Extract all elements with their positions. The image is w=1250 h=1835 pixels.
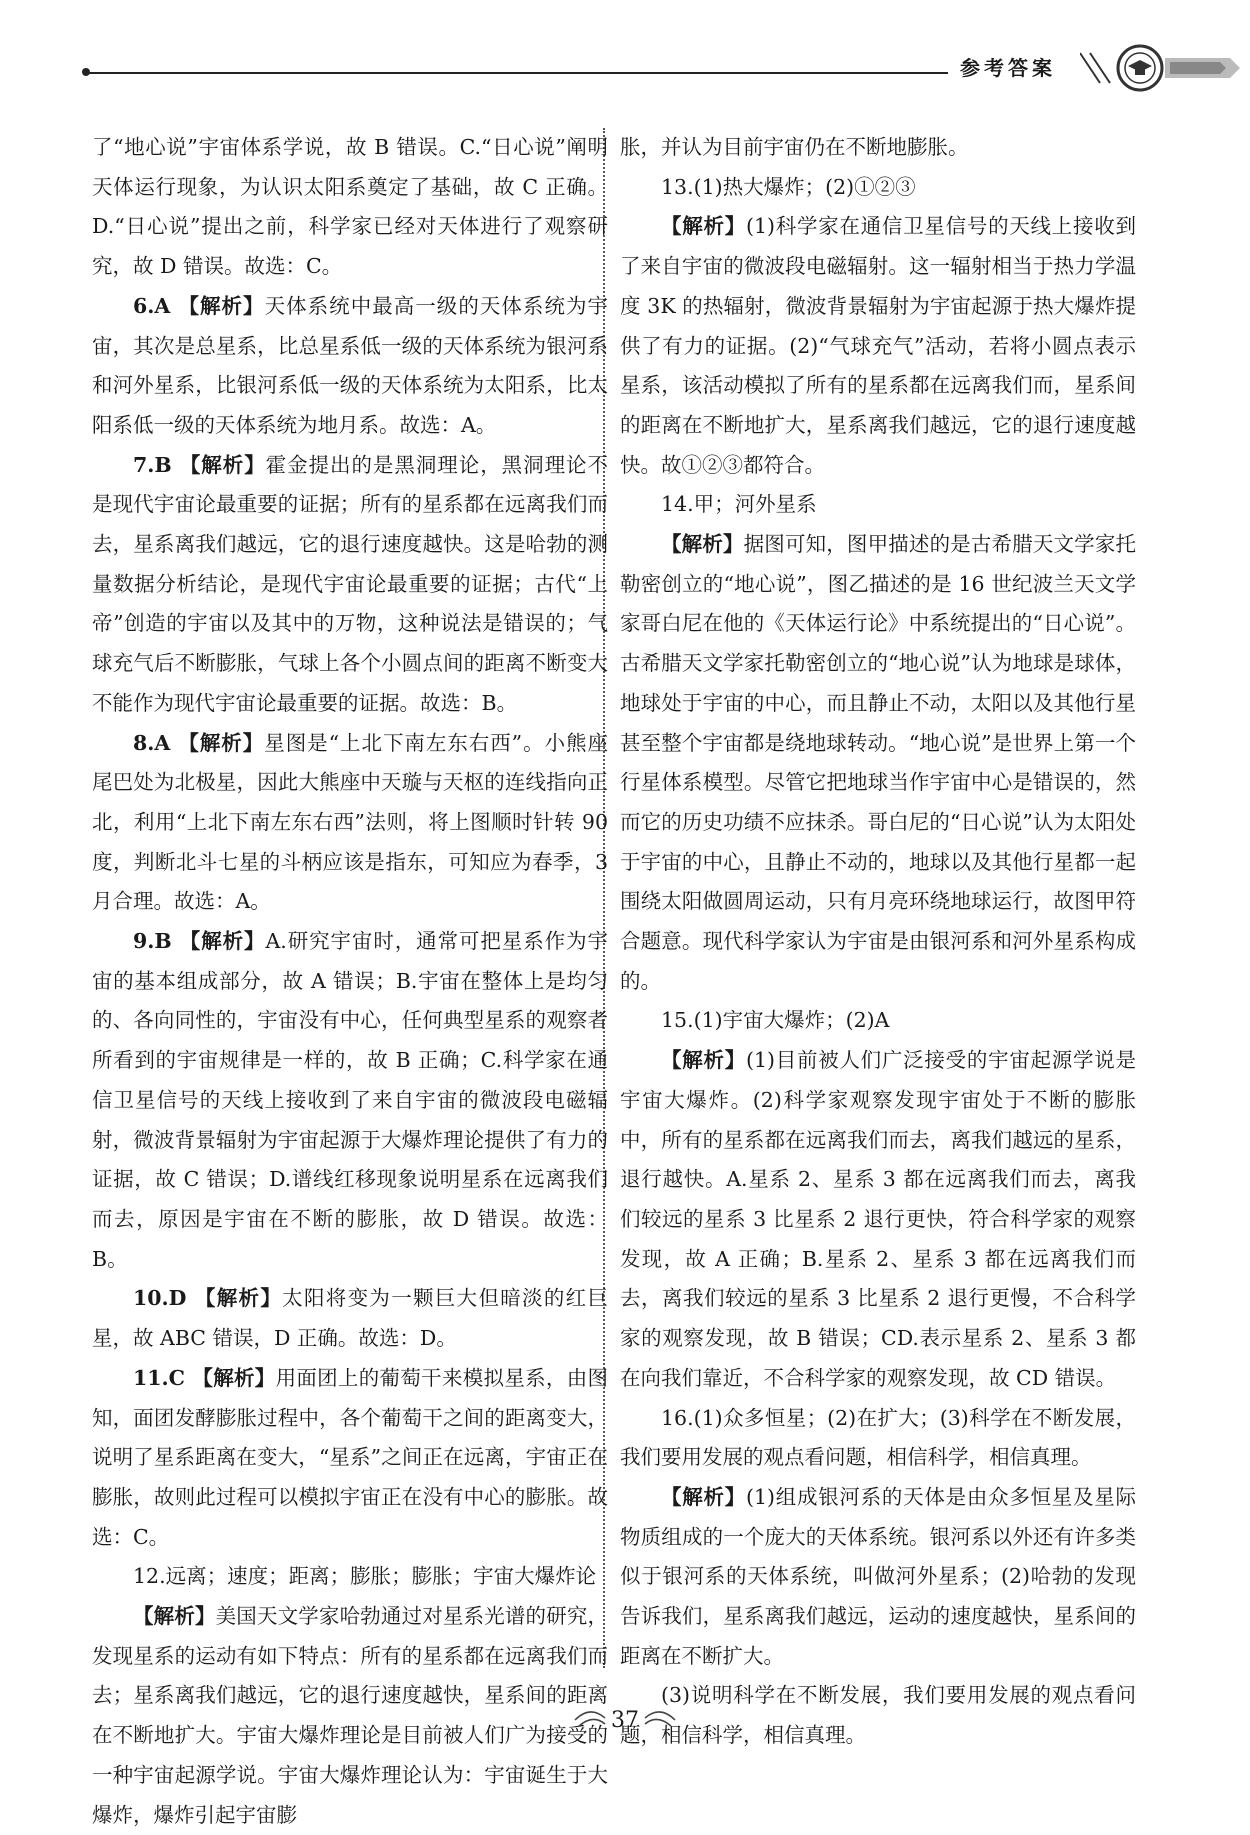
answer-15: 15.(1)宇宙大爆炸；(2)A bbox=[661, 1008, 890, 1033]
answer-10: 10.D 【解析】太阳将变为一颗巨大但暗淡的红巨星，故 ABC 错误，D 正确。故选：D。 bbox=[92, 1286, 608, 1351]
left-column bbox=[92, 128, 608, 1835]
analysis-14: 【解析】据图可知，图甲描述的是古希腊天文学家托勒密创立的“地心说”，图乙描述的是 16 世纪波兰天文学家哥白尼在他的《天体运行论》中系统提出的“日心说”。古希腊天文学家托勒密创立的“地心说”认为地球是球体，地球处于宇宙的中心，而且静止不动，太阳以及其他行星甚至整个宇宙都是绕地球转动。“地心说”是世界上第一个行星体系模型。尽管它把地球当作宇宙中心是错误的，然而它的历史功绩不应抹杀。哥白尼的“日心说”认为太阳处于宇宙的中心，且静止不动的，地球以及其他行星都一起围绕太阳做圆周运动，只有月亮环绕地球运行，故图甲符合题意。现代科学家认为宇宙是由银河系和河外星系构成的。 bbox=[620, 532, 1137, 993]
answer-14: 14.甲；河外星系 bbox=[661, 492, 817, 517]
answer-16: 16.(1)众多恒星；(2)在扩大；(3)科学在不断发展，我们要用发展的观点看问题，相信科学，相信真理。 bbox=[620, 1405, 1136, 1470]
continued-paragraph: 胀，并认为目前宇宙仍在不断地膨胀。 bbox=[620, 135, 969, 159]
analysis-16-part3: (3)说明科学在不断发展，我们要用发展的观点看问题，相信科学，相信真理。 bbox=[620, 1683, 1136, 1748]
page-number: 37 bbox=[611, 1708, 639, 1733]
answer-11: 11.C 【解析】用面团上的葡萄干来模拟星系，由图知，面团发酵膨胀过程中，各个葡萄干之间的距离变大，说明了星系距离在变大，“星系”之间正在远离，宇宙正在膨胀，故则此过程可以模拟宇宙正在没有中心的膨胀。故选：C。 bbox=[92, 1365, 608, 1549]
analysis-12: 【解析】美国天文学家哈勃通过对星系光谱的研究，发现星系的运动有如下特点：所有的星系都在远离我们而去；星系离我们越远，它的退行速度越快，星系间的距离在不断地扩大。宇宙大爆炸理论是目前被人们广为接受的一种宇宙起源学说。宇宙大爆炸理论认为：宇宙诞生于大爆炸，爆炸引起宇宙膨 bbox=[92, 1604, 609, 1827]
analysis-13: 【解析】(1)科学家在通信卫星信号的天线上接收到了来自宇宙的微波段电磁辐射。这一辐射相当于热力学温度 3K 的热辐射，微波背景辐射为宇宙起源于热大爆炸提供了有力的证据。(2)“气球充气”活动，若将小圆点表示星系，该活动模拟了所有的星系都在远离我们而，星系间的距离在不断地扩大，星系离我们越远，它的退行速度越快。故①②③都符合。 bbox=[620, 214, 1137, 477]
answer-6: 6.A 【解析】天体系统中最高一级的天体系统为宇宙，其次是总星系，比总星系低一级的天体系统为银河系和河外星系，比银河系低一级的天体系统为太阳系，比太阳系低一级的天体系统为地月系。故选：A。 bbox=[92, 293, 609, 437]
continued-paragraph: 了“地心说”宇宙体系学说，故 B 错误。C.“日心说”阐明天体运行现象，为认识太阳系奠定了基础，故 C 正确。D.“日心说”提出之前，科学家已经对天体进行了观察研究，故 D 错误。故选：C。 bbox=[92, 135, 608, 279]
right-column bbox=[620, 128, 1136, 1756]
analysis-16: 【解析】(1)组成银河系的天体是由众多恒星及星际物质组成的一个庞大的天体系统。银河系以外还有许多类似于银河系的天体系统，叫做河外星系；(2)哈勃的发现告诉我们，星系离我们越远，运动的速度越快，星系间的距离在不断扩大。 bbox=[620, 1484, 1137, 1668]
answer-7: 7.B 【解析】霍金提出的是黑洞理论，黑洞理论不是现代宇宙论最重要的证据；所有的星系都在远离我们而去，星系离我们越远，它的退行速度越快。这是哈勃的测量数据分析结论，是现代宇宙论最重要的证据；古代“上帝”创造的宇宙以及其中的万物，这种说法是错误的；气球充气后不断膨胀，气球上各个小圆点间的距离不断变大不能作为现代宇宙论最重要的证据。故选：B。 bbox=[92, 452, 608, 715]
answer-8: 8.A 【解析】星图是“上北下南左东右西”。小熊座尾巴处为北极星，因此大熊座中天璇与天枢的连线指向正北，利用“上北下南左东右西”法则，将上图顺时针转 90 度，判断北斗七星的斗柄应该是指东，可知应为春季，3 月合理。故选：A。 bbox=[92, 730, 608, 914]
answer-13: 13.(1)热大爆炸；(2)①②③ bbox=[661, 174, 916, 199]
analysis-15: 【解析】(1)目前被人们广泛接受的宇宙起源学说是宇宙大爆炸。(2)科学家观察发现宇宙处于不断的膨胀中，所有的星系都在远离我们而去，离我们越远的星系，退行越快。A.星系 2、星系 3 都在远离我们而去，离我们较远的星系 3 比星系 2 退行更快，符合科学家的观察发现，故 A 正确；B.星系 2、星系 3 都在远离我们而去，离我们较远的星系 3 比星系 2 退行更慢，不合科学家的观察发现，故 B 错误；CD.表示星系 2、星系 3 都在向我们靠近，不合科学家的观察发现，故 CD 错误。 bbox=[620, 1048, 1137, 1390]
header-label: 参考答案 bbox=[960, 56, 1056, 80]
answer-9: 9.B 【解析】A.研究宇宙时，通常可把星系作为宇宙的基本组成部分，故 A 错误；B.宇宙在整体上是均匀的、各向同性的，宇宙没有中心，任何典型星系的观察者所看到的宇宙规律是一样的，故 B 正确；C.科学家在通信卫星信号的天线上接收到了来自宇宙的微波段电磁辐射，微波背景辐射为宇宙起源于大爆炸理论提供了有力的证据，故 C 错误；D.谱线红移现象说明星系在远离我们而去，原因是宇宙在不断的膨胀，故 D 错误。故选：B。 bbox=[92, 929, 608, 1271]
answer-12: 12.远离；速度；距离；膨胀；膨胀；宇宙大爆炸论 bbox=[133, 1564, 597, 1589]
header-rule bbox=[88, 72, 948, 74]
graduation-cap-emblem-icon bbox=[1080, 38, 1240, 98]
